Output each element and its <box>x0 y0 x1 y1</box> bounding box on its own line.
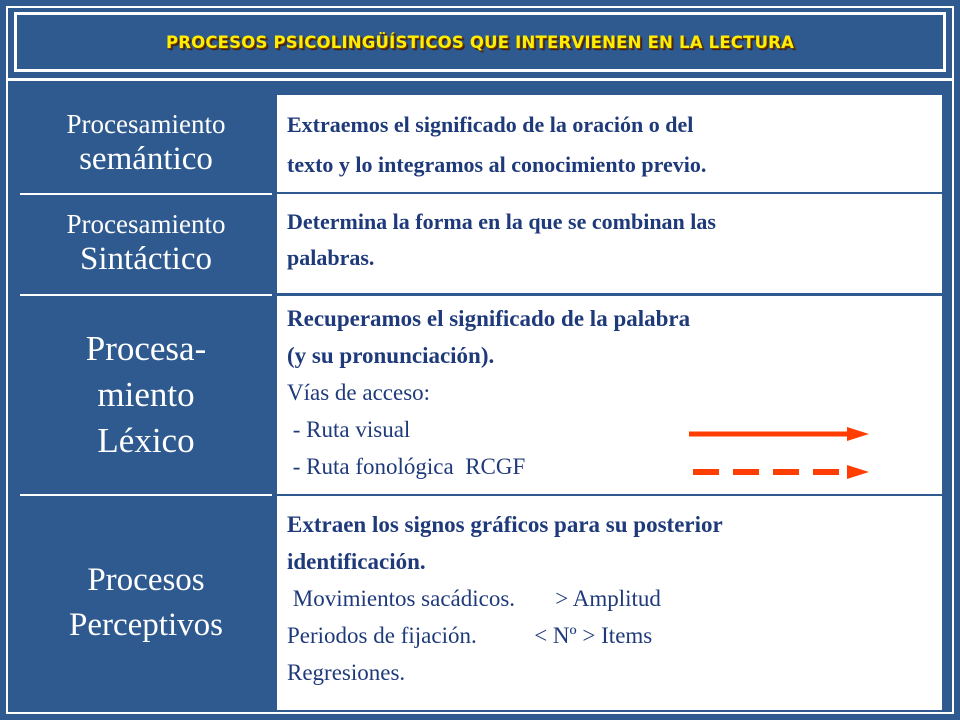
desc-semantico-line1: Extraemos el significado de la oración o del <box>287 112 694 137</box>
slide-title: PROCESOS PSICOLINGÜÍSTICOS QUE INTERVIENEN EN LA LECTURA <box>165 32 795 52</box>
desc-sintactico <box>277 194 942 293</box>
label-lexico <box>20 296 272 494</box>
dashed-arrowhead-icon <box>847 465 869 479</box>
row-semantico <box>20 95 942 192</box>
desc-perceptivos-line5: Regresiones. <box>287 660 406 685</box>
desc-semantico-line2: texto y lo integramos al conocimiento previo. <box>287 152 707 177</box>
title-divider <box>6 78 954 81</box>
label-sintactico <box>20 194 272 293</box>
label-perceptivos <box>20 496 272 710</box>
label-separator <box>20 494 272 496</box>
label-semantico-line2: semántico <box>79 140 213 177</box>
row-lexico <box>20 296 942 494</box>
desc-perceptivos-line3: Movimientos sacádicos. > Amplitud <box>287 586 661 611</box>
row-perceptivos <box>20 496 942 710</box>
desc-perceptivos-line1: Extraen los signos gráficos para su posterior <box>287 512 723 537</box>
label-semantico <box>20 95 272 192</box>
desc-lexico <box>277 296 942 494</box>
label-sintactico-line2: Sintáctico <box>80 240 212 277</box>
title-bar <box>14 12 946 72</box>
label-sintactico-line1: Procesamiento <box>66 208 226 239</box>
label-lexico-line1: Procesa- <box>85 329 207 368</box>
label-separator <box>20 193 272 195</box>
label-semantico-line1: Procesamiento <box>66 108 226 139</box>
desc-perceptivos-line2: identificación. <box>287 549 426 574</box>
arrows-graphic <box>689 414 889 484</box>
label-perceptivos-line2: Perceptivos <box>69 607 223 643</box>
desc-lexico-line5: - Ruta fonológica RCGF <box>287 454 526 479</box>
desc-perceptivos <box>277 496 942 710</box>
desc-lexico-line1: Recuperamos el significado de la palabra <box>287 306 691 331</box>
label-separator <box>20 294 272 296</box>
desc-sintactico-line1: Determina la forma en la que se combinan las <box>287 209 716 234</box>
solid-arrowhead-icon <box>847 427 869 441</box>
desc-perceptivos-line4: Periodos de fijación. < Nº > Items <box>287 623 653 648</box>
desc-sintactico-line2: palabras. <box>287 245 375 270</box>
label-lexico-line3: Léxico <box>97 421 195 460</box>
desc-semantico <box>277 95 942 192</box>
desc-lexico-line4: - Ruta visual <box>287 417 411 442</box>
row-sintactico <box>20 194 942 293</box>
desc-lexico-line2: (y su pronunciación). <box>287 343 495 368</box>
label-lexico-line2: miento <box>97 375 195 414</box>
desc-lexico-line3: Vías de acceso: <box>287 380 431 405</box>
label-perceptivos-line1: Procesos <box>87 562 205 598</box>
